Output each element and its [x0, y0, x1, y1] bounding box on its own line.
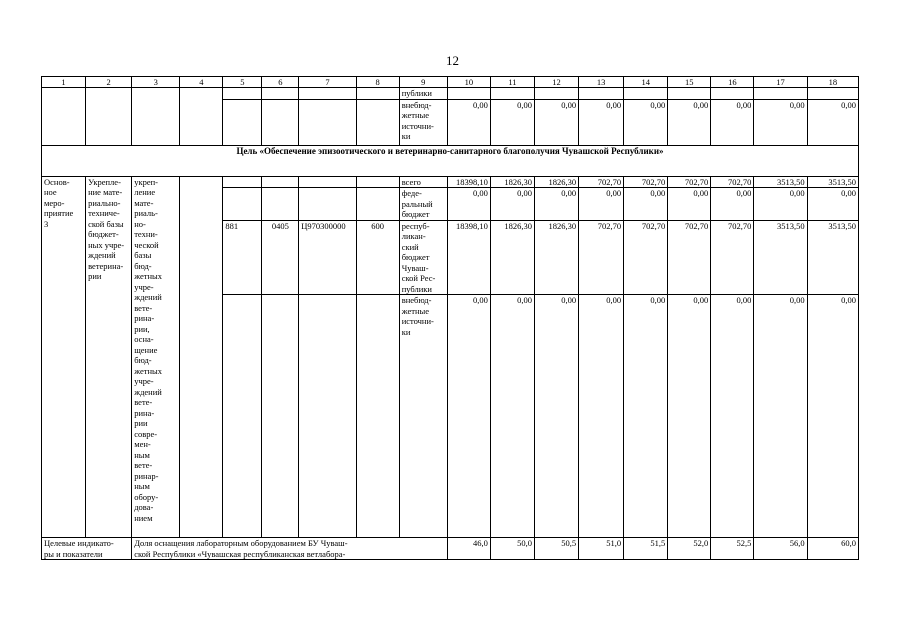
- indicator-value: 50,0: [490, 538, 534, 560]
- column-header: 17: [754, 77, 807, 88]
- column-header: 8: [356, 77, 399, 88]
- empty-cell: [299, 176, 356, 188]
- column-header: 10: [447, 77, 490, 88]
- value-cell: 0,00: [535, 295, 579, 538]
- column-header: 14: [624, 77, 668, 88]
- value-cell: 0,00: [624, 295, 668, 538]
- empty-cell: [262, 295, 299, 538]
- source-cell: внебюд- жетные источни- ки: [399, 99, 447, 145]
- value-cell: 0,00: [535, 99, 579, 145]
- empty-cell: [223, 176, 262, 188]
- column-header: 5: [223, 77, 262, 88]
- value-cell: 0,00: [490, 99, 534, 145]
- value-cell: 0,00: [535, 188, 579, 221]
- value-cell: 702,70: [668, 176, 711, 188]
- empty-cell: [223, 88, 262, 100]
- value-cell: 1826,30: [535, 220, 579, 295]
- empty-cell: [356, 176, 399, 188]
- value-cell: 1826,30: [490, 220, 534, 295]
- empty-cell: [356, 88, 399, 100]
- budget-table: [41, 76, 859, 560]
- value-cell: 0,00: [754, 295, 807, 538]
- value-cell: 0,00: [579, 295, 624, 538]
- value-cell: 0,00: [754, 99, 807, 145]
- column-header: 3: [132, 77, 180, 88]
- value-cell: 0,00: [668, 188, 711, 221]
- value-cell: 1826,30: [535, 176, 579, 188]
- source-cell: внебюд- жетные источни- ки: [399, 295, 447, 538]
- source-cell: феде- ральный бюджет: [399, 188, 447, 221]
- column-header: 6: [262, 77, 299, 88]
- column-header: 18: [807, 77, 858, 88]
- indicator-label: Целевые индикато- ры и показатели: [42, 538, 132, 560]
- column-header: 7: [299, 77, 356, 88]
- source-cell: всего: [399, 176, 447, 188]
- carry-over-row: [42, 88, 859, 100]
- indicator-text: Доля оснащения лабораторным оборудованием БУ Чуваш- ской Республики «Чувашская республиканская ветлабора-: [132, 538, 448, 560]
- event-name: Укрепле- ние мате- риально- техниче- ской базы бюджет- ных учре- ждений ветерина- рии: [86, 176, 132, 538]
- empty-cell: [223, 99, 262, 145]
- value-cell: 702,70: [711, 176, 754, 188]
- empty-cell: [299, 295, 356, 538]
- value-cell: 0,00: [490, 188, 534, 221]
- value-cell: 0,00: [668, 99, 711, 145]
- vr-cell: 600: [356, 220, 399, 295]
- event-status: Основ- ное меро- приятие 3: [42, 176, 86, 538]
- value-cell: 702,70: [624, 220, 668, 295]
- indicator-row: [42, 538, 859, 560]
- empty-cell: [42, 88, 86, 146]
- goal-row: [42, 145, 859, 176]
- empty-cell: [356, 99, 399, 145]
- empty-cell: [180, 176, 223, 538]
- header-row: [42, 77, 859, 88]
- column-header: 1: [42, 77, 86, 88]
- value-cell: 0,00: [807, 99, 858, 145]
- value-cell: 3513,50: [754, 176, 807, 188]
- empty-cell: [223, 295, 262, 538]
- empty-cell: [223, 188, 262, 221]
- empty-cell: [356, 295, 399, 538]
- value-cell: 0,00: [447, 99, 490, 145]
- value-cell: 0,00: [807, 188, 858, 221]
- column-header: 4: [180, 77, 223, 88]
- column-header: 9: [399, 77, 447, 88]
- value-cell: 702,70: [624, 176, 668, 188]
- empty-cell: [86, 88, 132, 146]
- value-cell: 0,00: [754, 188, 807, 221]
- empty-cell: [356, 188, 399, 221]
- value-cell: 3513,50: [807, 220, 858, 295]
- empty-cell: [299, 99, 356, 145]
- empty-cell: [262, 88, 299, 100]
- empty-cell: [262, 99, 299, 145]
- value-cell: 702,70: [711, 220, 754, 295]
- column-header: 13: [579, 77, 624, 88]
- value-cell: 1826,30: [490, 176, 534, 188]
- empty-cell: [180, 88, 223, 146]
- value-cell: 0,00: [490, 295, 534, 538]
- value-cell: 0,00: [807, 295, 858, 538]
- column-header: 2: [86, 77, 132, 88]
- column-header: 12: [535, 77, 579, 88]
- value-cell: 0,00: [624, 99, 668, 145]
- value-cell: 3513,50: [807, 176, 858, 188]
- indicator-value: 56,0: [754, 538, 807, 560]
- event-description: укреп- ление мате- риаль- но- техни- ческой базы бюд- жетных учре- ждений вете- рина- рии, осна- щение бюд- жетных учре- ждений вете- рина- рии совре- мен- ным вете- ринар- ным обору- дова- нием: [132, 176, 180, 538]
- value-cell: 0,00: [579, 188, 624, 221]
- empty-cell: [299, 88, 356, 100]
- empty-cell: [299, 188, 356, 221]
- source-cell: публики: [399, 88, 447, 100]
- empty-cell: [262, 188, 299, 221]
- indicator-value: 60,0: [807, 538, 858, 560]
- value-cell: 0,00: [711, 188, 754, 221]
- indicator-value: 51,0: [579, 538, 624, 560]
- value-cell: 702,70: [668, 220, 711, 295]
- value-cell: 0,00: [668, 295, 711, 538]
- value-cell: 702,70: [579, 176, 624, 188]
- page-number: 12: [446, 53, 459, 68]
- source-cell: респуб- ликан- ский бюджет Чуваш- ской Рес- публики: [399, 220, 447, 295]
- empty-cell: [132, 88, 180, 146]
- empty-cell: [262, 176, 299, 188]
- value-cell: 18398,10: [447, 176, 490, 188]
- value-cell: 0,00: [624, 188, 668, 221]
- event-row-total: [42, 176, 859, 188]
- indicator-value: 51,5: [624, 538, 668, 560]
- value-cell: 0,00: [447, 295, 490, 538]
- value-cell: 0,00: [711, 99, 754, 145]
- value-cell: 0,00: [579, 99, 624, 145]
- csr-cell: Ц970300000: [299, 220, 356, 295]
- value-cell: 3513,50: [754, 220, 807, 295]
- column-header: 11: [490, 77, 534, 88]
- indicator-value: 50,5: [535, 538, 579, 560]
- column-header: 15: [668, 77, 711, 88]
- value-cell: 18398,10: [447, 220, 490, 295]
- value-cell: 0,00: [711, 295, 754, 538]
- indicator-value: 46,0: [447, 538, 490, 560]
- value-cell: 0,00: [447, 188, 490, 221]
- rzpr-cell: 0405: [262, 220, 299, 295]
- value-cell: 702,70: [579, 220, 624, 295]
- indicator-value: 52,5: [711, 538, 754, 560]
- grbs-cell: 881: [223, 220, 262, 295]
- goal-heading: Цель «Обеспечение эпизоотического и ветеринарно-санитарного благополучия Чувашской Республики»: [42, 145, 859, 176]
- column-header: 16: [711, 77, 754, 88]
- indicator-value: 52,0: [668, 538, 711, 560]
